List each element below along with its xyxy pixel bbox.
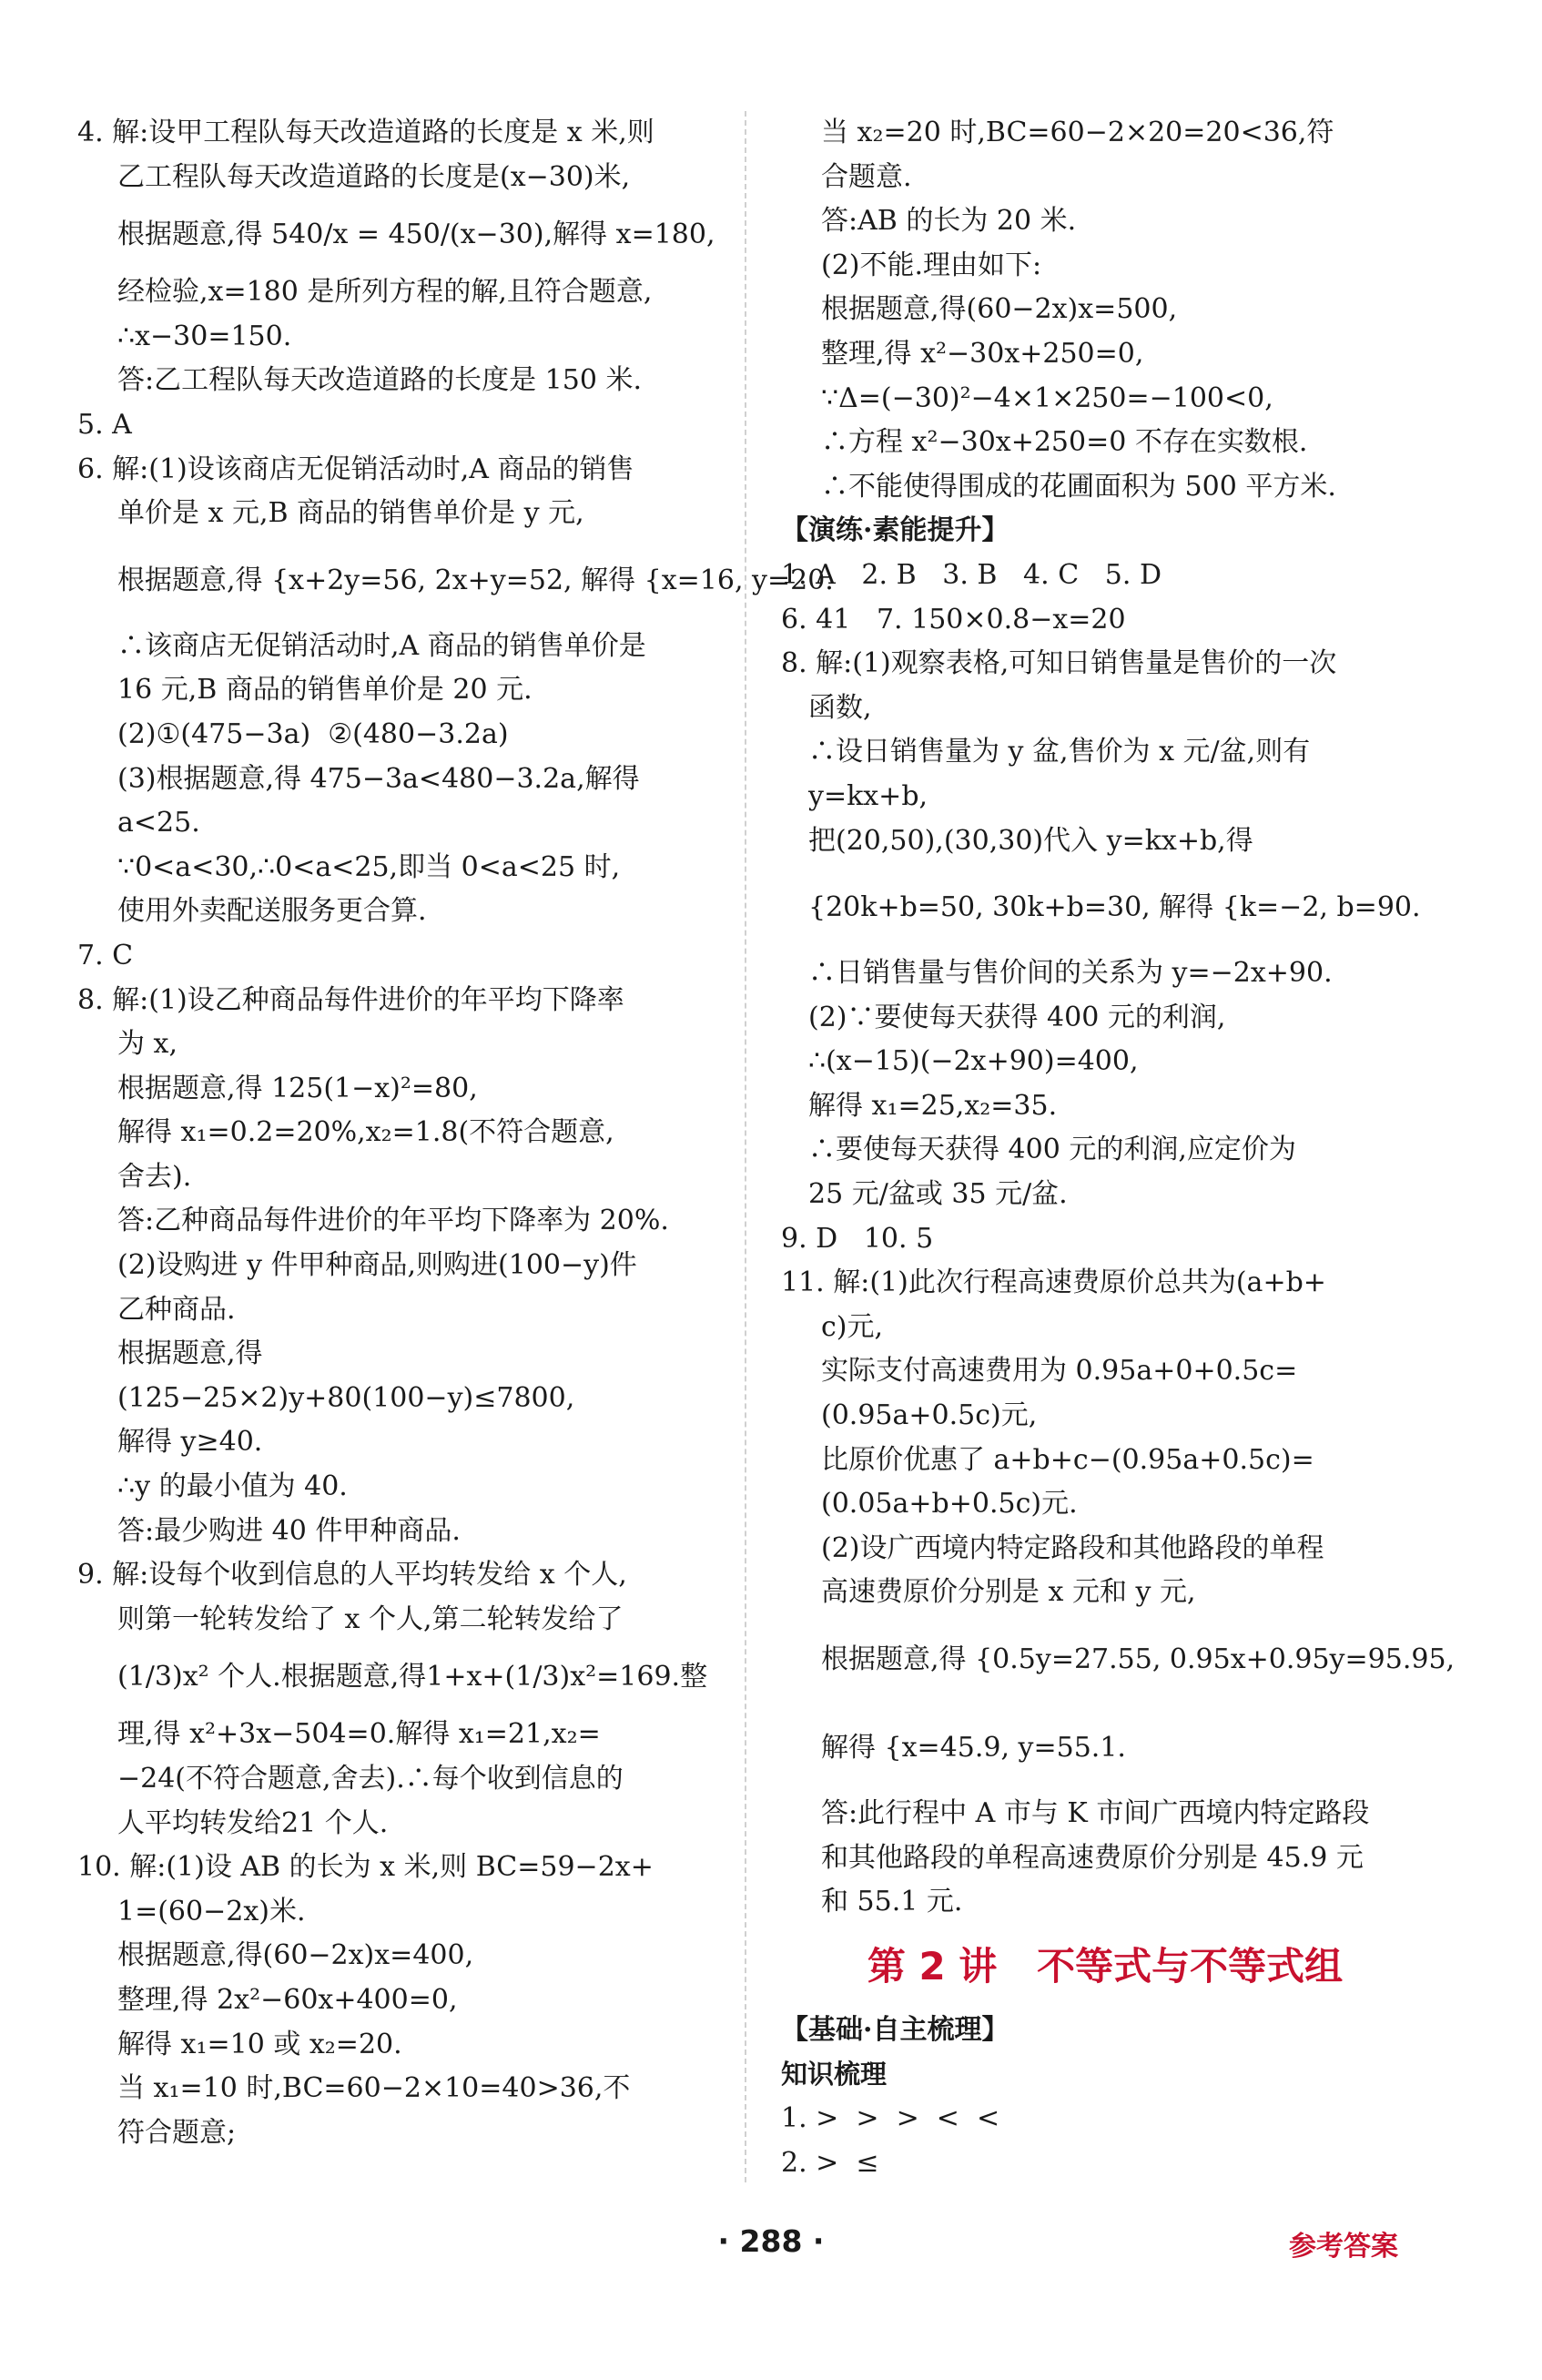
section-header: 【演练·素能提升】 <box>781 514 1009 547</box>
answer-line: ∴方程 x²−30x+250=0 不存在实数根. <box>821 426 1308 459</box>
answer-line: 和 55.1 元. <box>821 1886 963 1918</box>
answer-line: 根据题意,得 <box>117 1337 263 1370</box>
answer-line: 6. 解:(1)设该商店无促销活动时,A 商品的销售 <box>77 453 634 485</box>
answer-line: 1. > > > < < <box>781 2101 1000 2134</box>
answer-line: 25 元/盆或 35 元/盆. <box>808 1178 1068 1211</box>
answer-line: (2)设广西境内特定路段和其他路段的单程 <box>821 1531 1324 1564</box>
answer-line: 人平均转发给21 个人. <box>117 1806 389 1839</box>
answer-line: 答:AB 的长为 20 米. <box>821 205 1077 238</box>
answer-line: ∴y 的最小值为 40. <box>117 1470 348 1503</box>
answer-line: c)元, <box>821 1310 884 1343</box>
answer-line: 经检验,x=180 是所列方程的解,且符合题意, <box>117 276 653 309</box>
answer-line: ∴设日销售量为 y 盆,售价为 x 元/盆,则有 <box>808 736 1311 768</box>
answer-line: 根据题意,得 {x+2y=56, 2x+y=52, 解得 {x=16, y=20. <box>117 564 834 596</box>
left-column <box>77 111 834 2155</box>
answer-line: 根据题意,得 {0.5y=27.55, 0.95x+0.95y=95.95, <box>821 1643 1456 1675</box>
answer-line: 解得 {x=45.9, y=55.1. <box>821 1732 1126 1764</box>
answer-line: (2)∵要使每天获得 400 元的利润, <box>808 1001 1226 1033</box>
answer-line: ∴(x−15)(−2x+90)=400, <box>808 1045 1139 1078</box>
answer-line: 8. 解:(1)设乙种商品每件进价的年平均下降率 <box>77 983 624 1016</box>
right-column <box>781 111 1456 2185</box>
answer-line: ∴不能使得围成的花圃面积为 500 平方米. <box>821 470 1336 503</box>
column-divider <box>745 111 746 2182</box>
answer-line: 使用外卖配送服务更合算. <box>117 895 427 928</box>
answer-line: ∴x−30=150. <box>117 320 292 352</box>
answer-line: 根据题意,得(60−2x)x=400, <box>117 1939 474 1972</box>
section-header: 【基础·自主梳理】 <box>781 2013 1009 2046</box>
answer-line: 7. C <box>77 939 134 971</box>
answer-line: (0.05a+b+0.5c)元. <box>821 1488 1078 1521</box>
answer-line: 1. A 2. B 3. B 4. C 5. D <box>781 558 1162 591</box>
answer-line: 乙种商品. <box>117 1293 236 1326</box>
answer-line: ∴要使每天获得 400 元的利润,应定价为 <box>808 1134 1296 1166</box>
answer-line: 5. A <box>77 408 132 441</box>
answer-line: 解得 x₁=10 或 x₂=20. <box>117 2028 402 2060</box>
answer-line: 理,得 x²+3x−504=0.解得 x₁=21,x₂= <box>117 1718 601 1751</box>
answer-line: 8. 解:(1)观察表格,可知日销售量是售价的一次 <box>781 647 1337 680</box>
answer-line: 1=(60−2x)米. <box>117 1895 306 1927</box>
answer-line: 2. > ≤ <box>781 2146 879 2179</box>
answer-line: 6. 41 7. 150×0.8−x=20 <box>781 603 1126 636</box>
answer-line: 实际支付高速费用为 0.95a+0+0.5c= <box>821 1355 1298 1388</box>
answer-line: 单价是 x 元,B 商品的销售单价是 y 元, <box>117 497 584 530</box>
answer-line: 11. 解:(1)此次行程高速费原价总共为(a+b+ <box>781 1266 1326 1299</box>
answer-line: 根据题意,得 540/x = 450/(x−30),解得 x=180, <box>117 219 715 251</box>
answer-line: 函数, <box>808 691 872 724</box>
answer-line: 把(20,50),(30,30)代入 y=kx+b,得 <box>808 824 1253 857</box>
page-number: · 288 · <box>717 2223 825 2259</box>
answer-line: 根据题意,得 125(1−x)²=80, <box>117 1072 478 1104</box>
answer-line: a<25. <box>117 807 200 839</box>
answer-line: 16 元,B 商品的销售单价是 20 元. <box>117 674 533 707</box>
answer-line: (2)设购进 y 件甲种商品,则购进(100−y)件 <box>117 1249 637 1282</box>
answer-line: ∵Δ=(−30)²−4×1×250=−100<0, <box>821 381 1273 414</box>
answer-line: (3)根据题意,得 475−3a<480−3.2a,解得 <box>117 762 640 795</box>
answer-line: 当 x₂=20 时,BC=60−2×20=20<36,符 <box>821 117 1334 148</box>
answer-line: ∴该商店无促销活动时,A 商品的销售单价是 <box>117 629 646 662</box>
answer-line: 为 x, <box>117 1028 178 1061</box>
answer-key-label: 参考答案 <box>1289 2231 1398 2263</box>
answer-line: 乙工程队每天改造道路的长度是(x−30)米, <box>117 160 631 193</box>
answer-line: −24(不符合题意,舍去).∴每个收到信息的 <box>117 1763 624 1795</box>
answer-line: 9. D 10. 5 <box>781 1222 934 1255</box>
answer-line: (125−25×2)y+80(100−y)≤7800, <box>117 1381 575 1414</box>
answer-line: 则第一轮转发给了 x 个人,第二轮转发给了 <box>117 1602 624 1635</box>
answer-line: 知识梳理 <box>781 2059 888 2090</box>
answer-line: 4. 解:设甲工程队每天改造道路的长度是 x 米,则 <box>77 117 654 148</box>
answer-line: 当 x₁=10 时,BC=60−2×10=40>36,不 <box>117 2072 631 2105</box>
answer-line: 整理,得 2x²−60x+400=0, <box>117 1983 458 2016</box>
answer-line: ∵0<a<30,∴0<a<25,即当 0<a<25 时, <box>117 850 621 883</box>
answer-line: 合题意. <box>821 160 912 193</box>
answer-line: 答:此行程中 A 市与 K 市间广西境内特定路段 <box>821 1797 1370 1829</box>
answer-line: (2)①(475−3a) ②(480−3.2a) <box>117 717 509 750</box>
answer-line: 解得 y≥40. <box>117 1426 263 1459</box>
answer-line: 答:乙工程队每天改造道路的长度是 150 米. <box>117 364 642 397</box>
answer-line: 舍去). <box>117 1160 192 1193</box>
section-title: 第 2 讲 不等式与不等式组 <box>867 1943 1344 1988</box>
answer-line: ∴日销售量与售价间的关系为 y=−2x+90. <box>808 957 1333 990</box>
answer-line: 解得 x₁=0.2=20%,x₂=1.8(不符合题意, <box>117 1116 614 1149</box>
answer-line: 10. 解:(1)设 AB 的长为 x 米,则 BC=59−2x+ <box>77 1851 654 1884</box>
answer-line: (0.95a+0.5c)元, <box>821 1399 1038 1432</box>
answer-line: 答:最少购进 40 件甲种商品. <box>117 1514 461 1547</box>
answer-line: (1/3)x² 个人.根据题意,得1+x+(1/3)x²=169.整 <box>117 1661 708 1693</box>
answer-line: 和其他路段的单程高速费原价分别是 45.9 元 <box>821 1841 1364 1874</box>
answer-line: 9. 解:设每个收到信息的人平均转发给 x 个人, <box>77 1559 627 1592</box>
answer-line: y=kx+b, <box>808 779 928 812</box>
answer-line: {20k+b=50, 30k+b=30, 解得 {k=−2, b=90. <box>808 891 1421 924</box>
answer-line: 符合题意; <box>117 2116 237 2149</box>
answer-line: 根据题意,得(60−2x)x=500, <box>821 293 1178 326</box>
answer-line: 答:乙种商品每件进价的年平均下降率为 20%. <box>117 1205 669 1237</box>
answer-line: 整理,得 x²−30x+250=0, <box>821 337 1144 370</box>
answer-line: 解得 x₁=25,x₂=35. <box>808 1089 1058 1122</box>
answer-line: 比原价优惠了 a+b+c−(0.95a+0.5c)= <box>821 1443 1314 1476</box>
answer-line: (2)不能.理由如下: <box>821 249 1042 281</box>
answer-line: 高速费原价分别是 x 元和 y 元, <box>821 1576 1196 1609</box>
